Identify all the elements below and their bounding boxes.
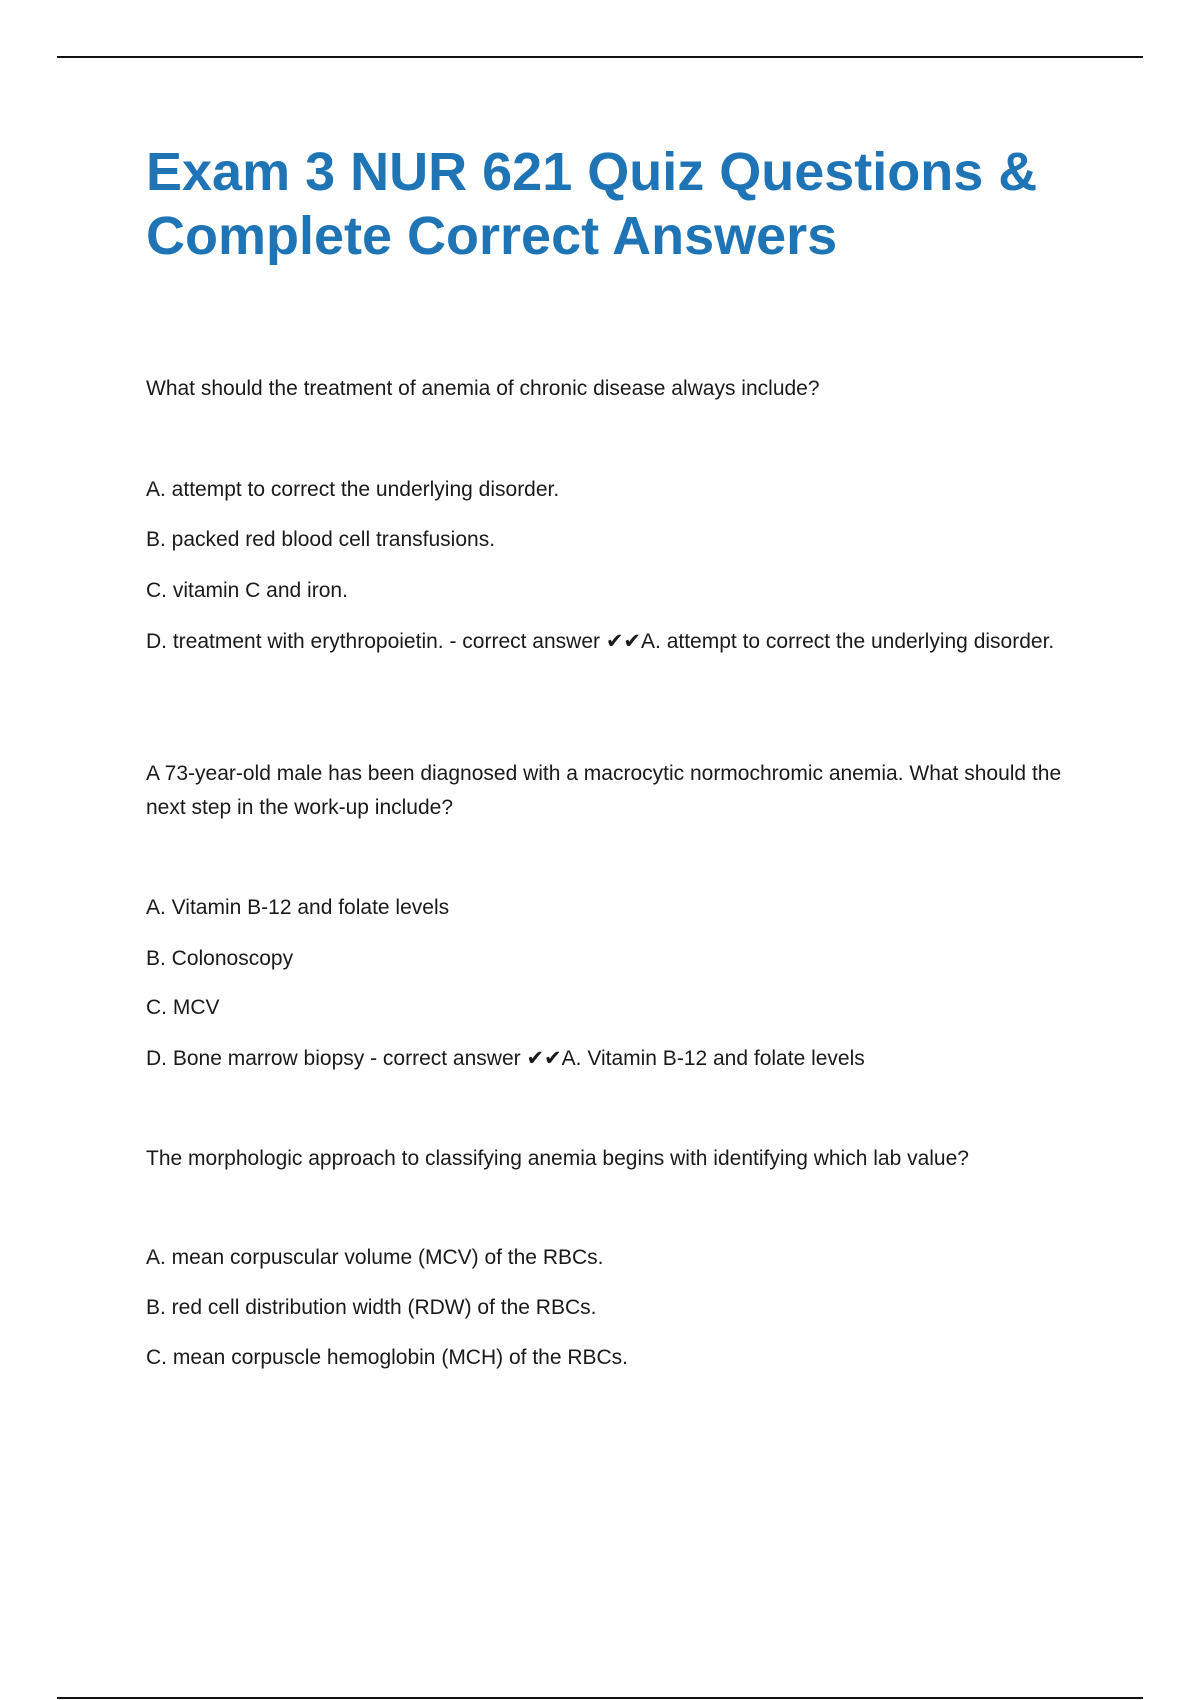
option-a: A. Vitamin B-12 and folate levels [146,896,450,919]
option-b: B. red cell distribution width (RDW) of the RBCs. [146,1296,597,1319]
header-rule [57,56,1143,58]
option-b: B. Colonoscopy [146,947,294,970]
question-2 [146,757,1086,825]
option-d-with-answer: D. Bone marrow biopsy - correct answer ✔✔A. Vitamin B-12 and folate levels [146,1047,865,1070]
option-c: C. vitamin C and iron. [146,579,348,602]
document-title: Exam 3 NUR 621 Quiz Questions & Complete Correct Answers [146,142,1038,266]
option-a: A. attempt to correct the underlying disorder. [146,478,560,501]
question-prompt: A 73-year-old male has been diagnosed with a macrocytic normochromic anemia. What should the next step in the work-up include? [146,762,1062,819]
question-prompt: The morphologic approach to classifying anemia begins with identifying which lab value? [146,1147,969,1170]
footer-rule [57,1697,1143,1699]
question-3-options [146,1241,1086,1391]
question-1 [146,372,1086,406]
question-3 [146,1142,1086,1176]
option-a: A. mean corpuscular volume (MCV) of the RBCs. [146,1246,604,1269]
option-b: B. packed red blood cell transfusions. [146,528,496,551]
document-body [146,140,1086,1369]
option-d-with-answer: D. treatment with erythropoietin. - correct answer ✔✔A. attempt to correct the underlying disorder. [146,630,1055,653]
question-2-options [146,891,1086,1092]
question-1-options [146,473,1086,675]
question-prompt: What should the treatment of anemia of chronic disease always include? [146,377,820,400]
option-c: C. MCV [146,996,220,1019]
option-c: C. mean corpuscle hemoglobin (MCH) of the RBCs. [146,1346,629,1369]
